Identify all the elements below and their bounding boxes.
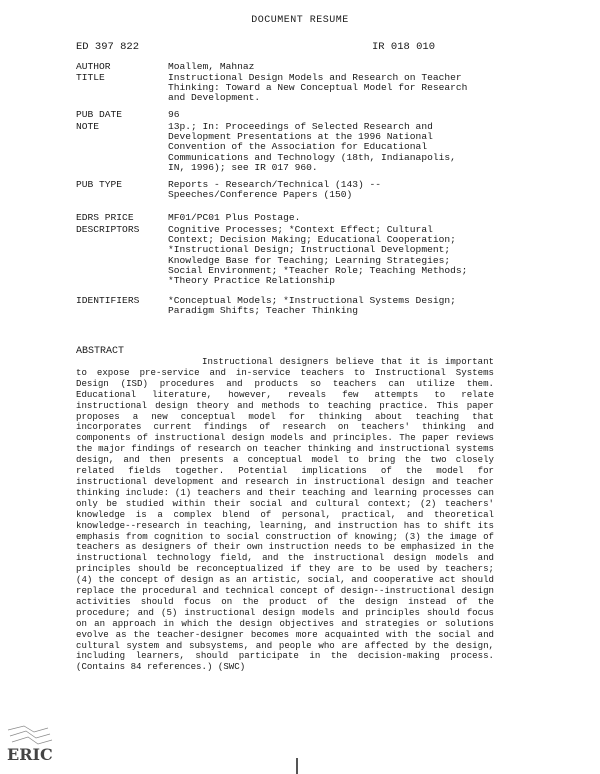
abstract-heading: ABSTRACT (76, 346, 125, 357)
field-label: AUTHOR (76, 61, 111, 72)
field-value: Moallem, Mahnaz (168, 61, 255, 72)
field-pub-type (76, 180, 576, 200)
field-value: *Conceptual Models; *Instructional Systems Design; Paradigm Shifts; Teacher Thinking (168, 295, 456, 317)
field-value: 96 (168, 109, 180, 120)
field-identifiers (76, 296, 576, 316)
field-pub-date (76, 110, 576, 120)
field-label: IDENTIFIERS (76, 295, 140, 306)
field-author (76, 62, 576, 72)
field-label: PUB DATE (76, 109, 123, 120)
field-edrs-price (76, 213, 576, 223)
field-value: Reports - Research/Technical (143) -- Speeches/Conference Papers (150) (168, 179, 382, 201)
eric-logo (4, 724, 56, 770)
abstract-body: Instructional designers believe that it is important to expose pre-service and in-service teachers to Instructional Systems Design (ISD) procedures and products so teachers can utilize them. Educational literature, however, reveals few attempts to relate instructional design theory and methods to teaching practice. This paper proposes a new conceptual model for thinking about teaching that incorporates current findings of research on teachers' thinking and components of instructional design models and principles. The paper reviews the major findings of research on teacher thinking and instructional systems design, and then presents a conceptual model to bring the two closely related fields together. Potential implications of the model for instructional development and research in instructional design and teacher thinking include: (1) teachers and their teaching and learning processes can only be studied within their social and cultural context; (2) teachers' knowledge is a complex blend of personal, practical, and theoretical knowledge--research in teaching, learning, and instruction has to shift its emphasis from cognition to social construction of knowing; (3) the image of teachers as designers of their own instruction needs to be emphasized in the instructional technology field, and the instructional design models and principles should be reconceptualized if they are to be used by teachers; (4) the concept of design as an artistic, social, and cooperative act should replace the procedural and technical concept of design--instructional design activities should focus on the product of the design instead of the procedure; and (5) instructional design models and principles should focus on an approach in which the design objectives and strategies or solutions evolve as the teacher-designer becomes more acquainted with the social and cultural system and subsystems, and people who are affected by the design, including learners, should participate in the decision-making process. (Contains 84 references.) (SWC) (76, 356, 494, 673)
field-label: PUB TYPE (76, 179, 123, 190)
field-label: DESCRIPTORS (76, 224, 140, 235)
field-note (76, 122, 576, 173)
field-value: 13p.; In: Proceedings of Selected Research and Development Presentations at the 1996 National Convention of the Association for Educational Communications and Technology (18th, Indianapolis, IN, 1996); see IR 017 960. (168, 121, 456, 173)
document-resume-title: DOCUMENT RESUME (251, 15, 349, 26)
scan-artifact (296, 758, 298, 774)
ir-number: IR 018 010 (372, 41, 436, 53)
eric-logo-text: ERIC (7, 745, 53, 764)
field-label: TITLE (76, 72, 105, 83)
field-title (76, 73, 576, 104)
field-value: Cognitive Processes; *Context Effect; Cultural Context; Decision Making; Educational Cooperation; *Instructional Design; Instructional Development; Knowledge Base for Teaching; Learning Strategies; Social Environment; *Teacher Role; Teaching Methods; *Theory Practice Relationship (168, 224, 468, 287)
field-value: Instructional Design Models and Research on Teacher Thinking: Toward a New Conceptual Model for Research and Development. (168, 72, 468, 104)
field-label: NOTE (76, 121, 100, 132)
field-label: EDRS PRICE (76, 212, 134, 223)
field-descriptors (76, 225, 576, 286)
field-value: MF01/PC01 Plus Postage. (168, 212, 301, 223)
ed-number: ED 397 822 (76, 41, 140, 53)
